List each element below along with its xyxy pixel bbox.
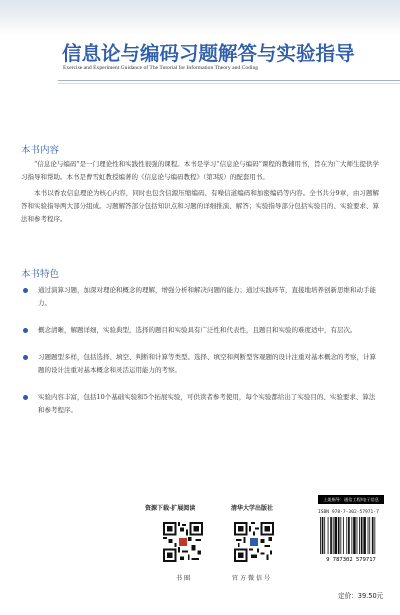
price-label: 定价：39.50元 <box>338 592 384 600</box>
bullet-dot-icon <box>23 355 28 360</box>
feature-text: 实验内容丰富，包括10个基础实验和5个拓展实验，可供读者参考使用，每个实验都给出了实验目的、实验要求、算法和参考程序。 <box>38 393 376 414</box>
feature-item <box>21 351 379 377</box>
shelf-category-box: 上架指导：通信工程/电子信息 <box>318 495 384 504</box>
feature-item <box>21 324 379 337</box>
title-divider <box>58 80 400 81</box>
qr-right-caption: 官方微信号 <box>232 575 273 582</box>
summary-body <box>21 158 379 226</box>
qr-code-right-icon <box>234 522 274 562</box>
barcode-digits: 9 787302 579717 <box>326 557 376 563</box>
bullet-dot-icon <box>23 328 28 333</box>
features-list <box>21 284 379 420</box>
feature-text: 概念清晰，解题详细，实验典型，选择的题目和实验具有广泛性和代表性，且题目和实验的难度适中，有层次。 <box>38 326 357 334</box>
feature-item <box>21 284 379 310</box>
top-gradient-band <box>0 0 400 36</box>
bullet-dot-icon <box>23 395 28 400</box>
feature-text: 通过演算习题，加深对理论和概念的理解，增强分析和解决问题的能力；通过实践环节，直接地培养创新思维和动手能力。 <box>38 286 376 307</box>
book-title: 信息论与编码习题解答与实验指导 <box>62 42 355 65</box>
summary-heading: 本书内容 <box>21 145 60 156</box>
book-subtitle: Exercise and Experiment Guidance of The Tutorial for Information Theory and Coding <box>63 65 259 71</box>
feature-item <box>21 391 379 417</box>
isbn-text: ISBN 978-7-302-57971-7 <box>318 510 379 515</box>
barcode-icon <box>318 517 384 563</box>
qr-right-label: 清华大学出版社 <box>231 505 274 512</box>
summary-paragraph: “信息论与编码”是一门理论性和实践性很强的课程。本书是学习“信息论与编码”课程的教辅用书，旨在为广大师生提供学习指导和帮助。本书是曹雪虹教授编著的《信息论与编码教程》（第3版）的配套用书。 <box>21 160 379 181</box>
qr-code-left-icon <box>163 522 203 562</box>
features-heading: 本书特色 <box>21 269 60 280</box>
title-divider-secondary <box>58 83 400 84</box>
qr-left-caption: 书圈 <box>176 575 193 582</box>
qr-left-label: 资源下载·扩展阅读 <box>145 505 196 512</box>
feature-text: 习题题型多样，包括选择、填空、判断和计算等类型。选择、填空和判断型客观题的设计注重对基本概念的考察，计算题的设计注重对基本概念和灵活运用能力的考察。 <box>38 353 376 374</box>
bullet-dot-icon <box>23 288 28 293</box>
summary-paragraph: 本书以香农信息理论为核心内容，同时也包含信源压缩编码、有噪信道编码和加密编码等内容。全书共分9章，由习题解答和实验指导两大部分组成。习题解答部分包括知识点和习题的详细推演、解答；实验指导部分包括实验目的、实验要求、算法和参考程序。 <box>21 189 379 223</box>
